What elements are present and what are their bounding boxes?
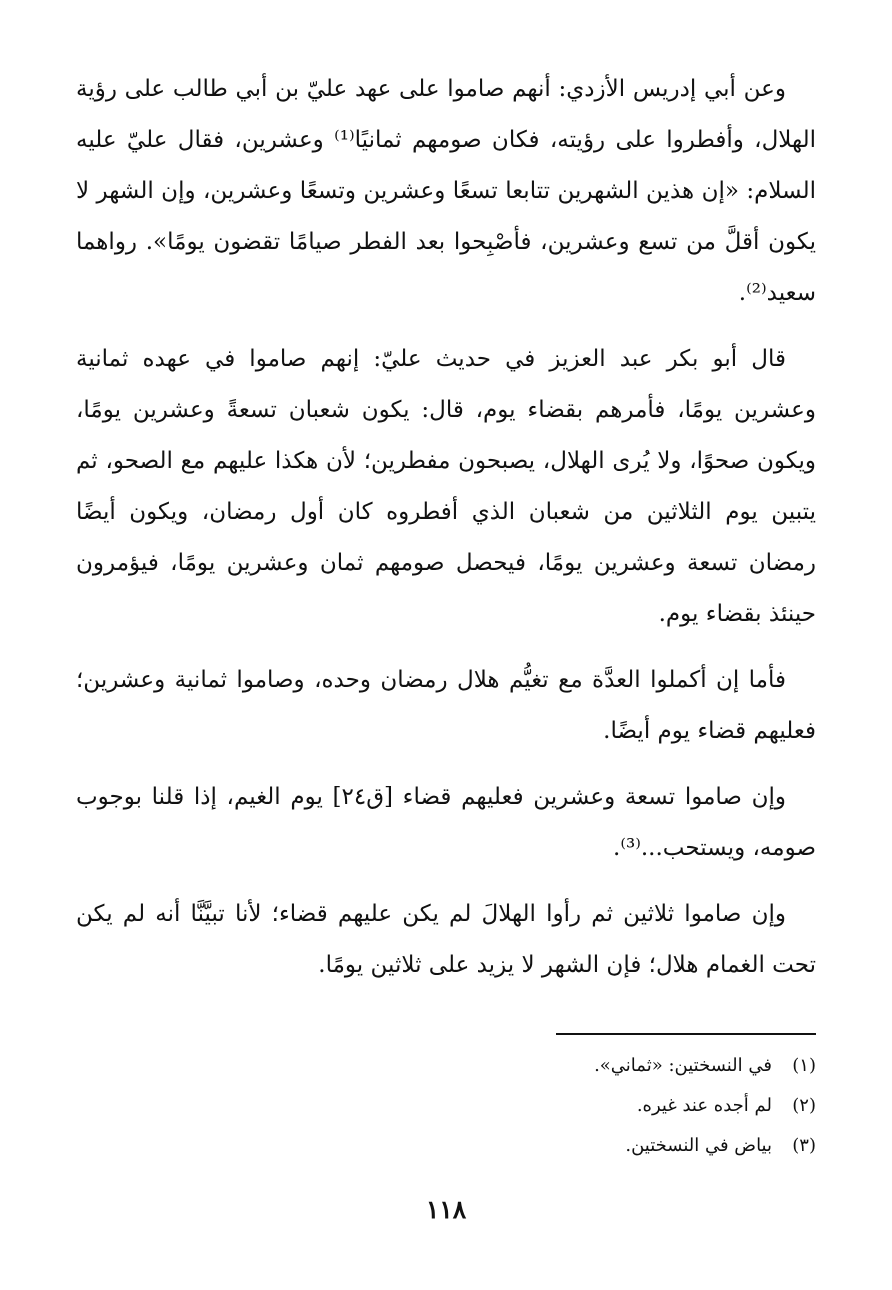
footnote-text: بياض في النسختين. (625, 1135, 772, 1156)
page-number: ١١٨ (425, 1195, 467, 1224)
footnote-number: (٣) (792, 1135, 816, 1156)
footnote-text: لم أجده عند غيره. (636, 1095, 772, 1116)
paragraph-2: قال أبو بكر عبد العزيز في حديث عليّ: إنهم صاموا في عهده ثمانية وعشرين يومًا، فأمرهم بقضاء يوم، قال: يكون شعبان تسعةً وعشرين يومًا، ويكون صحوًا، ولا يُرى الهلال، يصبحون مفطرين؛ لأن هكذا عليهم مع الصحو، ثم يتبين يوم الثلاثين من شعبان الذي أفطروه كان أول رمضان، ويكون أيضًا رمضان تسعة وعشرين يومًا، فيحصل صومهم ثمان وعشرين يومًا، فيؤمرون حينئذ بقضاء يوم. (76, 346, 817, 627)
paragraph-3: فأما إن أكملوا العدَّة مع تغيُّم هلال رمضان وحده، وصاموا ثمانية وعشرين؛ فعليهم قضاء يوم أيضًا. (76, 667, 816, 744)
footnote-text: في النسختين: «ثماني». (594, 1055, 772, 1076)
footnote-separator (556, 1033, 816, 1035)
paragraph-4: وإن صاموا تسعة وعشرين فعليهم قضاء [ق٢٤] يوم الغيم، إذا قلنا بوجوب صومه، ويستحب...⁽³⁾. (76, 784, 816, 861)
footnote-number: (٢) (792, 1095, 816, 1116)
footnote-1 (296, 1046, 816, 1086)
footnotes (296, 1046, 816, 1166)
footnote-3 (296, 1126, 816, 1166)
main-text (76, 64, 816, 1006)
footnote-number: (١) (792, 1055, 816, 1076)
paragraph-1: وعن أبي إدريس الأزدي: أنهم صاموا على عهد عليّ بن أبي طالب على رؤية الهلال، وأفطروا على رؤيته، فكان صومهم ثمانيًا⁽¹⁾ وعشرين، فقال عليّ عليه السلام: «إن هذين الشهرين تتابعا تسعًا وعشرين وتسعًا وعشرين، وإن الشهر لا يكون أقلَّ من تسع وعشرين، فأصْبِحوا بعد الفطر صيامًا تقضون يومًا». رواهما سعيد⁽²⁾. (76, 76, 816, 306)
paragraph-5: وإن صاموا ثلاثين ثم رأوا الهلالَ لم يكن عليهم قضاء؛ لأنا تبيَّنَّا أنه لم يكن تحت الغمام هلال؛ فإن الشهر لا يزيد على ثلاثين يومًا. (76, 901, 816, 978)
footnote-2 (296, 1086, 816, 1126)
